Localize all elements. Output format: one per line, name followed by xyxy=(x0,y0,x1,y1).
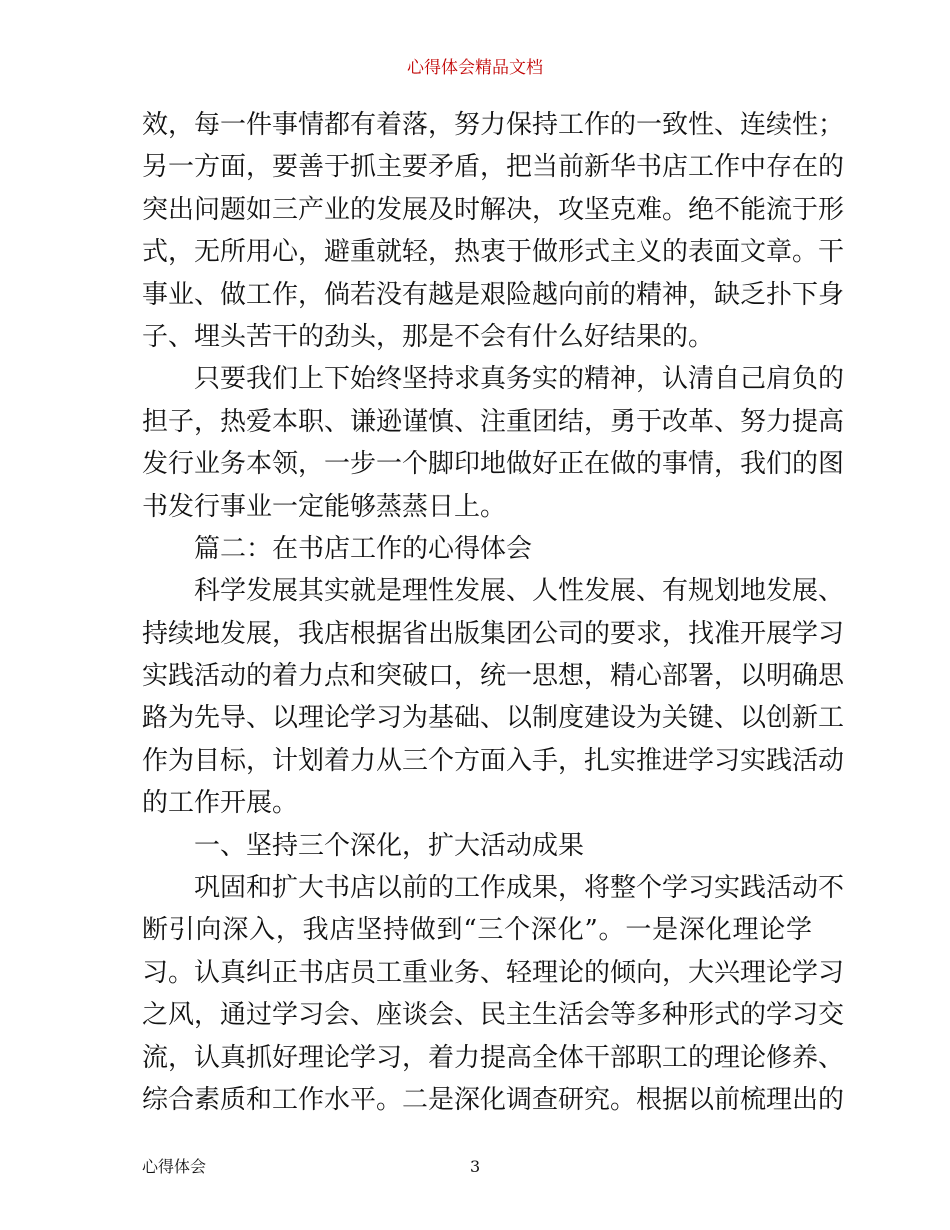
footer-label: 心得体会 xyxy=(142,1157,207,1176)
body-line: 巩固和扩大书店以前的工作成果，将整个学习实践活动不 xyxy=(142,873,845,904)
body-line: 路为先导、以理论学习为基础、以制度建设为关键、以创新工 xyxy=(142,703,845,734)
body-line: 作为目标，计划着力从三个方面入手，扎实推进学习实践活动 xyxy=(142,745,845,776)
body-line: 担子，热爱本职、谦逊谨慎、注重团结，勇于改革、努力提高 xyxy=(142,406,845,437)
body-line: 流，认真抓好理论学习，着力提高全体干部职工的理论修养、 xyxy=(142,1042,845,1073)
body-line: 之风，通过学习会、座谈会、民主生活会等多种形式的学习交 xyxy=(142,1000,845,1031)
page-number: 3 xyxy=(470,1157,481,1176)
body-line: 实践活动的着力点和突破口，统一思想，精心部署，以明确思 xyxy=(142,661,845,692)
body-line: 习。认真纠正书店员工重业务、轻理论的倾向，大兴理论学习 xyxy=(142,957,845,988)
document-header-title: 心得体会精品文档 xyxy=(407,58,543,78)
body-line: 科学发展其实就是理性发展、人性发展、有规划地发展、 xyxy=(142,576,845,607)
body-line: 断引向深入，我店坚持做到“三个深化”。一是深化理论学 xyxy=(142,915,812,946)
body-line: 发行业务本领，一步一个脚印地做好正在做的事情，我们的图 xyxy=(142,449,845,480)
body-line: 事业、做工作，倘若没有越是艰险越向前的精神，缺乏扑下身 xyxy=(142,279,845,310)
body-line: 的工作开展。 xyxy=(142,788,299,819)
body-line: 综合素质和工作水平。二是深化调查研究。根据以前梳理出的 xyxy=(142,1084,845,1115)
body-line: 书发行事业一定能够蒸蒸日上。 xyxy=(142,491,507,522)
body-line: 另一方面，要善于抓主要矛盾，把当前新华书店工作中存在的 xyxy=(142,152,845,183)
body-line: 只要我们上下始终坚持求真务实的精神，认清自己肩负的 xyxy=(142,364,845,395)
section-heading: 篇二：在书店工作的心得体会 xyxy=(142,533,533,564)
body-line: 式，无所用心，避重就轻，热衷于做形式主义的表面文章。干 xyxy=(142,237,845,268)
document-body xyxy=(142,104,845,1121)
body-line: 效，每一件事情都有着落，努力保持工作的一致性、连续性； xyxy=(142,110,845,140)
body-line: 子、埋头苦干的劲头，那是不会有什么好结果的。 xyxy=(142,321,715,352)
body-line: 持续地发展，我店根据省出版集团公司的要求，找准开展学习 xyxy=(142,618,845,649)
body-line: 突出问题如三产业的发展及时解决，攻坚克难。绝不能流于形 xyxy=(142,194,845,225)
subsection-heading: 一、坚持三个深化，扩大活动成果 xyxy=(142,830,585,861)
